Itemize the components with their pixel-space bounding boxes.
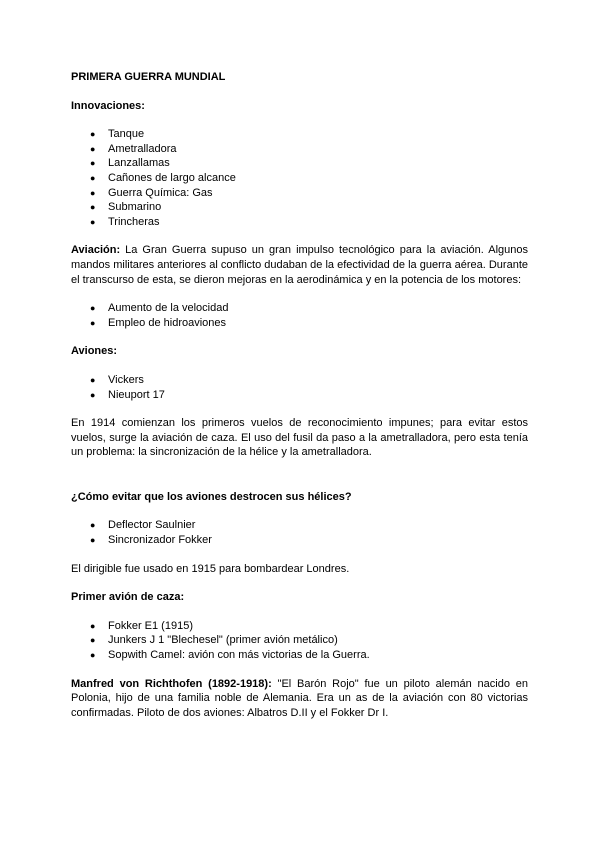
propellers-heading: ¿Cómo evitar que los aviones destrocen sus hélices? <box>71 490 352 503</box>
dirigible-paragraph: El dirigible fue usado en 1915 para bombardear Londres. <box>71 562 350 575</box>
planes-list <box>71 373 528 402</box>
list-item: ● Vickers <box>90 373 144 386</box>
bullet-icon: ● <box>90 172 96 183</box>
list-item: ● Junkers J 1 "Blechesel" (primer avión metálico) <box>90 634 338 647</box>
reconnaissance-paragraph: En 1914 comienzan los primeros vuelos de reconocimiento impunes; para evitar estos vuelos, surge la aviación de caza. El uso del fusil da paso a la ametralladora, pero esta tenía un problema: la sincronización de la hélice y la ametralladora. <box>71 417 528 459</box>
bullet-icon: ● <box>90 535 96 546</box>
bullet-icon: ● <box>90 389 96 400</box>
bullet-icon: ● <box>90 202 96 213</box>
bullet-icon: ● <box>90 650 96 661</box>
bullet-icon: ● <box>90 143 96 154</box>
list-item: ● Sincronizador Fokker <box>90 534 212 547</box>
list-item: ● Deflector Saulnier <box>90 519 196 532</box>
richthofen-text: "El Barón Rojo" fue un piloto alemán nacido en Polonia, hijo de una familia noble de Alemania. Era un as de la aviación con 80 victorias confirmadas. Piloto de dos aviones: Albatros D.II y el Fokker Dr I. <box>71 677 528 719</box>
planes-heading: Aviones: <box>71 345 118 358</box>
aviation-label: Aviación: <box>71 244 121 257</box>
bullet-icon: ● <box>90 303 96 314</box>
document-page <box>71 70 528 734</box>
innovations-heading: Innovaciones: <box>71 99 145 112</box>
page-title: PRIMERA GUERRA MUNDIAL <box>71 71 226 83</box>
fighter-list <box>71 619 528 663</box>
richthofen-paragraph <box>71 677 528 721</box>
list-item: ● Guerra Química: Gas <box>90 186 213 199</box>
aviation-list <box>71 301 528 330</box>
aviation-paragraph <box>71 243 528 287</box>
fighter-heading: Primer avión de caza: <box>71 591 185 604</box>
list-item: ● Nieuport 17 <box>90 388 165 401</box>
list-item: ● Aumento de la velocidad <box>90 302 229 315</box>
bullet-icon: ● <box>90 158 96 169</box>
bullet-icon: ● <box>90 520 96 531</box>
bullet-icon: ● <box>90 187 96 198</box>
propellers-list <box>71 518 528 547</box>
aviation-text: La Gran Guerra supuso un gran impulso tecnológico para la aviación. Algunos mandos militares anteriores al conflicto dudaban de la efectividad de la guerra aérea. Durante el transcurso de esta, se dieron mejoras en la aerodinámica y en la potencia de los motores: <box>71 244 528 286</box>
spacer <box>71 474 528 490</box>
bullet-icon: ● <box>90 374 96 385</box>
list-item: ● Tanque <box>90 128 145 141</box>
bullet-icon: ● <box>90 216 96 227</box>
innovations-list <box>71 127 528 229</box>
bullet-icon: ● <box>90 317 96 328</box>
bullet-icon: ● <box>90 635 96 646</box>
list-item: ● Sopwith Camel: avión con más victorias de la Guerra. <box>90 649 370 662</box>
list-item: ● Submarino <box>90 201 162 214</box>
list-item: ● Fokker E1 (1915) <box>90 619 193 632</box>
bullet-icon: ● <box>90 620 96 631</box>
bullet-icon: ● <box>90 129 96 140</box>
richthofen-label: Manfred von Richthofen (1892-1918): <box>71 677 272 690</box>
list-item: ● Cañones de largo alcance <box>90 171 236 184</box>
list-item: ● Empleo de hidroaviones <box>90 316 227 329</box>
list-item: ● Ametralladora <box>90 142 177 155</box>
list-item: ● Lanzallamas <box>90 157 170 170</box>
list-item: ● Trincheras <box>90 215 160 228</box>
